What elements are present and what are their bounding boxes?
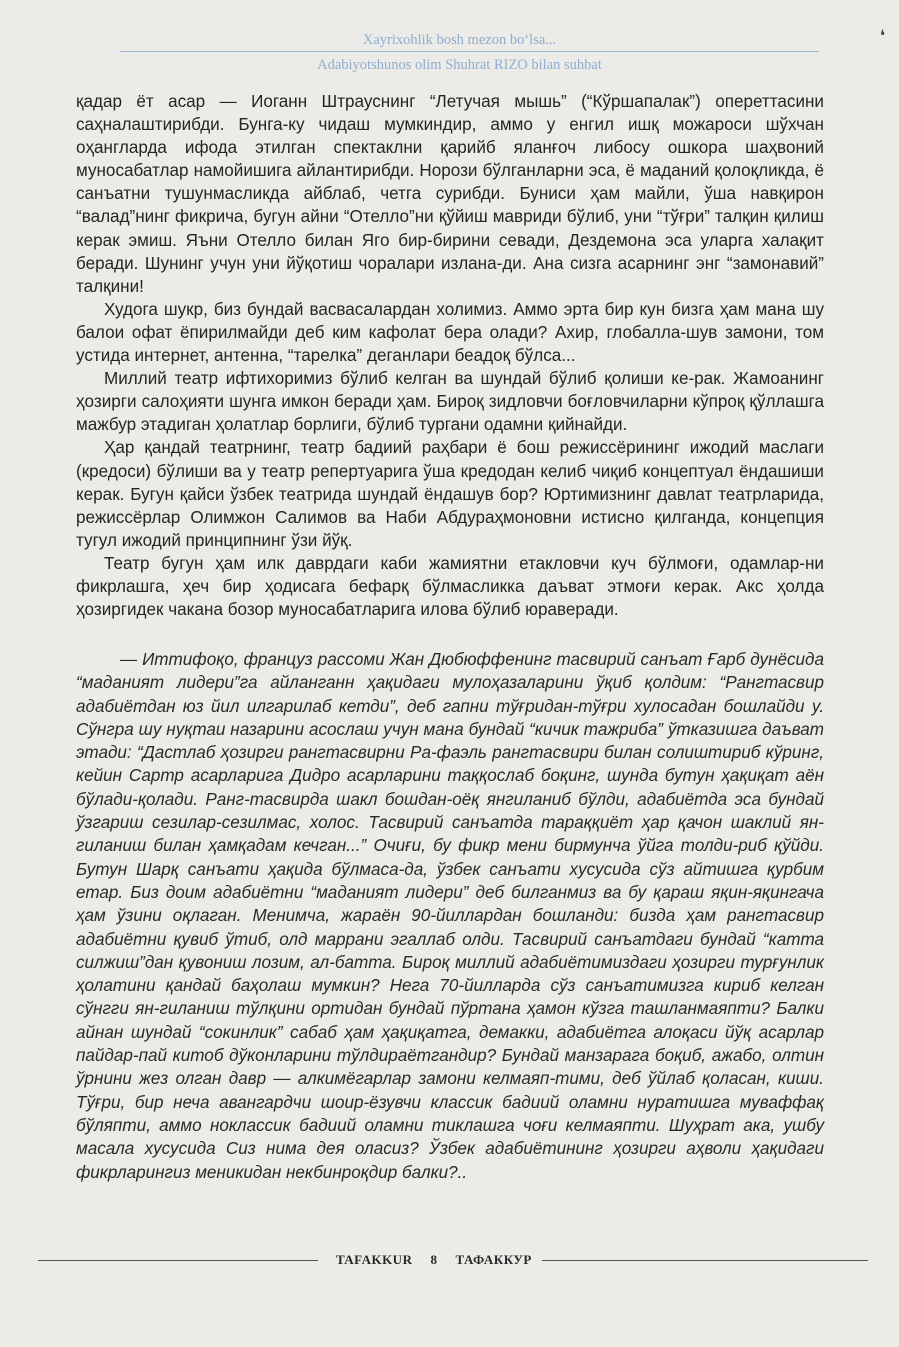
article-body	[76, 90, 824, 621]
footer-rule-left	[38, 1260, 318, 1261]
footer-rule-right	[542, 1260, 868, 1261]
page-footer	[38, 1250, 868, 1270]
running-head-title: Xayrixohlik bosh mezon bo‘lsa...	[362, 32, 557, 48]
magazine-name-latin: TAFAKKUR	[336, 1252, 413, 1267]
paragraph: Худога шукр, биз бундай васвасалардан холимиз. Аммо эрта бир кун бизга ҳам мана шу балои офат ёпирилмайди деб ким кафолат бера олади? Ахир, глобалла-шув замони, том устида интернет, антенна, “тарелка” деганлари беадоқ бўлса...	[76, 299, 824, 366]
paragraph: Театр бугун ҳам илк даврдаги каби жамиятни етакловчи куч бўлмоғи, одамлар-ни фикрлашга, ҳеч бир ҳодисага бефарқ бўлмасликка даъват этмоғи керак. Акс ҳолда ҳозиргидек чакана бозор муносабатларига илова бўлиб юраверади.	[76, 553, 824, 620]
paragraph: қадар ёт асар — Иоганн Штрауснинг “Летучая мышь” (“Кўршапалак”) опереттасини саҳналаштирибди. Бунга-ку чидаш мумкиндир, аммо у енгил ишқ можароси шўхчан оҳангларда ифода этилган спектаклни қарийб яланғоч либосу ошкора шаҳвоний муносабатлар намойишига айлантирибди. Норози бўлганларни эса, ё маданий қолоқликда, ё санъатни тушунмасликда айблаб, четга сурибди. Буниси ҳам майли, ўша навқирон “валад”нинг фикрича, бугун айни “Отелло”ни қўйиш мавриди бўлиб, уни “тўғри” талқин қилиш керак эмиш. Яъни Отелло билан Яго бир-бирини севади, Дездемона эса уларга халақит беради. Шунинг учун уни йўқотиш чоралари излана-ди. Ана сизга асарнинг энг “замонавий” талқини!	[76, 92, 824, 296]
running-head	[60, 30, 859, 75]
question-text: — Иттифоқо, француз рассоми Жан Дюбюффенинг тасвирий санъат Ғарб дунёсида “маданият лидери”га айланганн ҳақидаги мулоҳазаларини ўқиб қолдим: “Рангтасвир адабиётдан юз йил илгарилаб кетди”, деб гапни тўғридан-тўғри хулосадан бошлайди у. Сўнгра шу нуқтаи назарини асослаш учун мана бундай “кичик тажриба” ўтказишга даъват этади: “Дастлаб ҳозирги рангтасвирни Ра-фаэль рангтасвири билан солиштириб кўринг, кейин Сартр асарларига Дидро асарларини таққослаб боқинг, шунда бутун ҳақиқат аён бўлади-қолади. Ранг-тасвирда шакл бошдан-оёқ янгиланиб бўлди, адабиётда эса бундай ўзгариш сезилар-сезилмас, холос. Тасвирий санъатда тараққиёт ҳар қачон шаклий ян-гиланиш билан ҳамқадам кечган...” Очиғи, бу фикр мени бирмунча ўйга толди-риб қўйди. Бутун Шарқ санъати ҳақида бўлмаса-да, ўзбек санъати хусусида сўз айтишга қурбим етар. Биз доим адабиётни “маданият лидери” деб билганмиз ва бу қараш яқин-яқингача ҳам ўзини оқлаган. Менимча, жараён 90-йиллардан бошланди: бизда ҳам рангтасвир адабиётни қувиб ўтиб, олд маррани эгаллаб олди. Тасвирий санъатдаги бундай “катта силжиш”дан қувониш лозим, ал-батта. Бироқ миллий адабиётимиздаги ҳозирги турғунлик ҳолатини қандай баҳолаш мумкин? Нега 70-йилларда сўз санъатимизга кириб келган сўнгги ян-гиланиш тўлқини ортидан бундай пўртана ҳамон кўзга ташланмаяпти? Балки айнан шундай “сокинлик” сабаб ҳам ҳақиқатга, демакки, адабиётга алоқаси йўқ асарлар пайдар-пай китоб дўконларини тўлдираётгандир? Бундай манзарага боқиб, ажабо, олтин ўрнини жез олган давр — алкимёгарлар замони келмаяп-тими, деб ўйлаб қоласан, киши. Тўғри, бир неча авангардчи шоир-ёзувчи классик бадиий оламни нуратишга муваффақ бўляпти, аммо ноклассик бадиий оламни тиклашга чоғи келмаяпти. Шуҳрат ака, ушбу масала хусусида Сиз нима дея оласиз? Ўзбек адабиётининг ҳозирги аҳволи ҳақидаги фикрларингиз меникидан некбинроқдир балки?..	[76, 650, 824, 1182]
running-head-subtitle: Adabiyotshunos olim Shuhrat RIZO bilan suhbat	[317, 57, 602, 73]
corner-mark: ❛	[879, 28, 885, 45]
paragraph: Ҳар қандай театрнинг, театр бадиий раҳбари ё бош режиссёрининг ижодий маслаги (кредоси) бўлиши ва у театр репертуарига ўша кредодан келиб чиқиб концептуал ёндашиши керак. Бугун қайси ўзбек театрида шундай ёндашув бор? Юртимизнинг давлат театрларида, режиссёрлар Олимжон Салимов ва Наби Абдураҳмоновни истисно қилганда, концепция тугул ижодий принципнинг ўзи йўқ.	[76, 438, 824, 550]
running-head-rule	[120, 51, 819, 52]
magazine-name-cyrillic: ТАФАККУР	[455, 1252, 532, 1267]
interview-question	[76, 648, 824, 1184]
paragraph: Миллий театр ифтихоримиз бўлиб келган ва шундай бўлиб қолиши ке-рак. Жамоанинг ҳозирги салоҳияти шунга имкон беради ҳам. Бироқ зидловчи боғловчиларни кўпроқ қўллашга мажбур этадиган ҳолатлар борлиги, бўлиб тургани одамни қийнайди.	[76, 369, 824, 435]
page-number: 8	[430, 1252, 438, 1267]
